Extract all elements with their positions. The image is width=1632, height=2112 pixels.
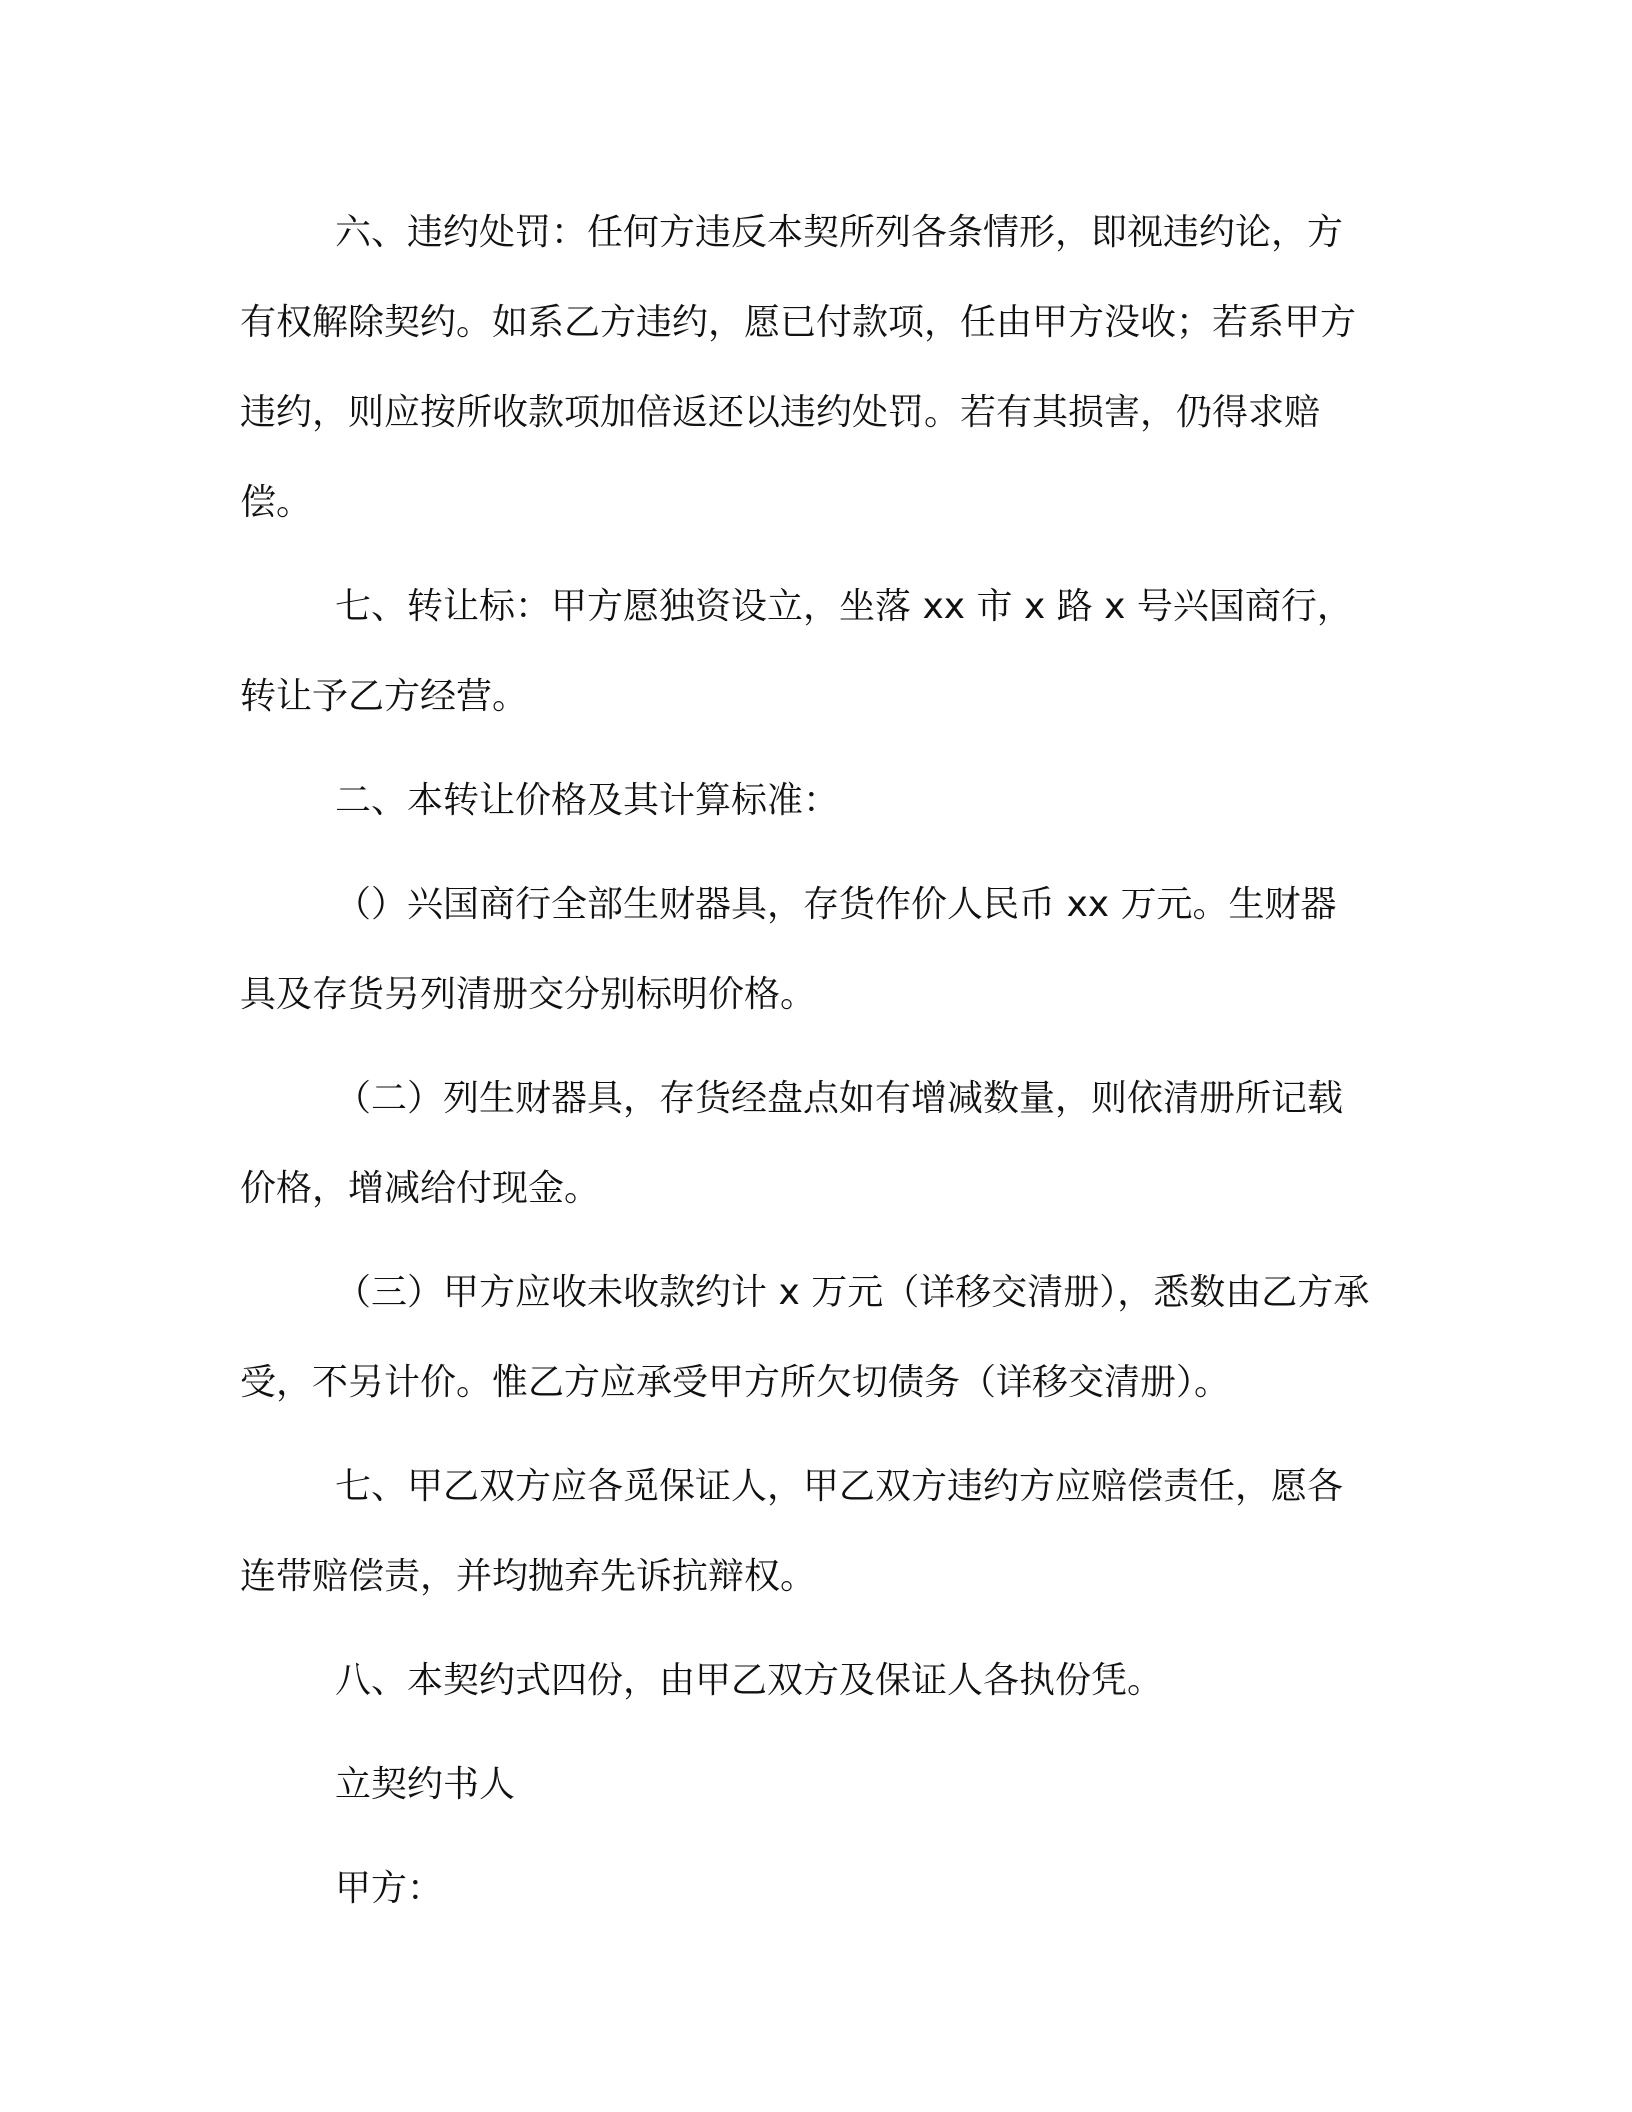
paragraph-price-standard: 二、本转让价格及其计算标准： [335, 780, 840, 821]
signatory-heading: 立契约书人 [335, 1764, 516, 1805]
paragraph-copies: 八、本契约式四份，由甲乙双方及保证人各执份凭。 [335, 1660, 1164, 1701]
paragraph-breach-penalty: 六、违约处罚：任何方违反本契所列各条情形，即视违约论，方有权解除契约。如系乙方违约，愿已付款项，任由甲方没收；若系甲方违约，则应按所收款项加倍返还以违约处罚。若有其损害，仍得求赔偿。 [240, 212, 1357, 523]
paragraph-item-2: （二）列生财器具，存货经盘点如有增减数量，则依清册所记载价格，增减给付现金。 [240, 1078, 1344, 1209]
paragraph-item-1: （）兴国商行全部生财器具，存货作价人民币 xx 万元。生财器具及存货另列清册交分别标明价格。 [240, 884, 1337, 1015]
paragraph-transfer-subject: 七、转让标：甲方愿独资设立，坐落 xx 市 x 路 x 号兴国商行，转让予乙方经营。 [240, 586, 1353, 717]
document-body [240, 188, 1372, 1948]
paragraph-item-3: （三）甲方应收未收款约计 x 万元（详移交清册），悉数由乙方承受，不另计价。惟乙方应承受甲方所欠切债务（详移交清册）。 [240, 1272, 1370, 1403]
paragraph-guarantor: 七、甲乙双方应各觅保证人，甲乙双方违约方应赔偿责任，愿各连带赔偿责，并均抛弃先诉抗辩权。 [240, 1466, 1344, 1597]
party-a-label: 甲方： [335, 1868, 444, 1909]
